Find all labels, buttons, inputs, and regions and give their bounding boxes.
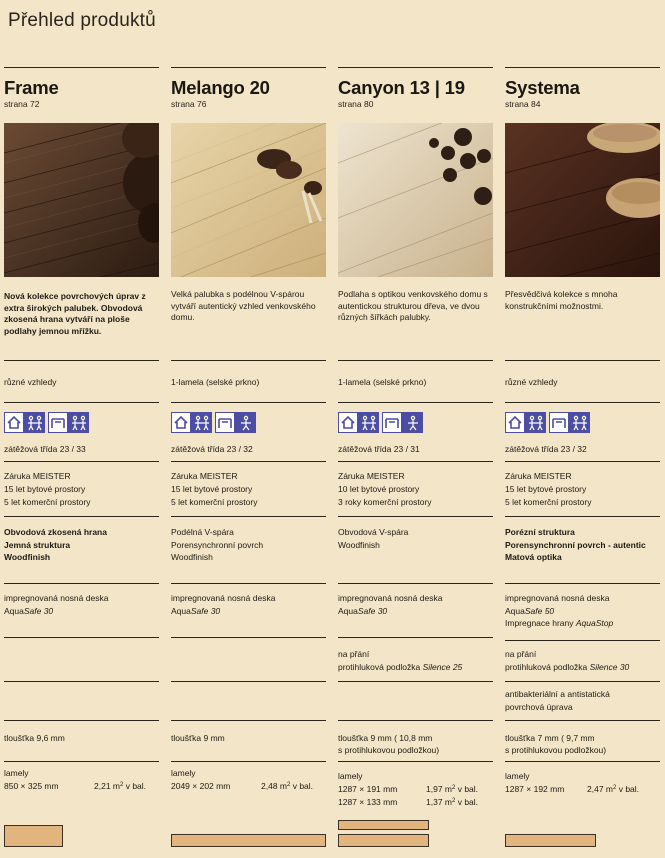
product-name: Systema [505,77,580,98]
pack-area: 2,21 $m^2$ v bal. [94,781,147,791]
guarantee: Záruka MEISTER 15 let bytové prostory 5 let komerční prostory [171,471,258,507]
style-text: 1-lamela (selské prkno) [338,377,427,387]
pack-label: lamely [505,771,530,781]
guarantee: Záruka MEISTER 15 let bytové prostory 5 let komerční prostory [505,471,592,507]
usage-icons [338,412,423,434]
house-icon [505,412,546,433]
load-class: zátěžová třída 23 / 32 [505,444,587,454]
guarantee: Záruka MEISTER 10 let bytové prostory 3 roky komerční prostory [338,471,432,507]
pack-label: lamely [171,768,196,778]
core-board: impregnovaná nosná deska AquaSafe 30 [338,593,443,616]
surface-features: Porézní struktura Porensynchronní povrch - autentic Matová optika [505,527,646,562]
surface-features: Obvodová zkosená hrana Jemná struktura Woodfinish [4,527,107,562]
usage-icons [4,412,89,434]
load-class: zátěžová třída 23 / 32 [171,444,253,454]
surface-features: Podélná V-spára Porensynchronní povrch Woodfinish [171,527,264,562]
house-icon [4,412,45,433]
product-description: Podlaha s optikou venkovského domu s autentickou strukturou dřeva, ve dvou různých šířkách palubky. [338,289,488,323]
product-column-melango-20 [171,0,326,858]
product-description: Nová kolekce povrchových úprav z extra širokých palubek. Obvodová zkosená hrana vytváří na ploše podlahy jemnou mřížku. [4,291,146,336]
product-column-frame [4,0,159,858]
plank-swatch [505,834,596,847]
optional-underlay: na přání protihluková podložka Silence 25 [338,649,463,672]
office-icon [549,412,590,433]
office-icon [48,412,89,433]
thickness: tloušťka 9 mm [171,733,225,743]
plank-swatch [171,834,326,847]
pack-label: lamely [338,771,363,781]
product-photo [338,123,493,277]
plank-swatch [338,834,429,847]
pack-size: 1287 × 191 mm [338,784,398,794]
office-icon [382,412,423,433]
page-reference[interactable]: strana 80 [338,99,374,109]
pack-area: 2,47 $m^2$ v bal. [587,784,640,794]
page-reference[interactable]: strana 84 [505,99,541,109]
product-column-systema [505,0,660,858]
page-title: Přehled produktů [8,10,156,31]
load-class: zátěžová třída 23 / 33 [4,444,86,454]
plank-swatch [338,820,429,830]
surface-features: Obvodová V-spára Woodfinish [338,527,409,550]
load-class: zátěžová třída 23 / 31 [338,444,420,454]
plank-swatch [4,825,63,847]
product-description: Přesvědčivá kolekce s mnoha konstrukčními možnostmi. [505,289,618,311]
thickness: tloušťka 9,6 mm [4,733,65,743]
pack-size: 850 × 325 mm [4,781,59,791]
house-icon [171,412,212,433]
product-column-canyon [338,0,493,858]
style-text: různé vzhledy [505,377,558,387]
pack-size: 1287 × 192 mm [505,784,565,794]
guarantee: Záruka MEISTER 15 let bytové prostory 5 let komerční prostory [4,471,91,507]
pack-area: 1,37 $m^2$ v bal. [426,797,479,807]
product-name: Frame [4,77,59,98]
optional-underlay: na přání protihluková podložka Silence 30 [505,649,630,672]
pack-size: 2049 × 202 mm [171,781,231,791]
pack-area: 1,97 $m^2$ v bal. [426,784,479,794]
product-photo [4,123,159,277]
surface-treatment: antibakteriální a antistatická povrchová úprava [505,689,610,712]
product-name: Melango 20 [171,77,270,98]
product-description: Velká palubka s podélnou V-spárou vytváří autentický vzhled venkovského domu. [171,289,316,323]
pack-label: lamely [4,768,29,778]
usage-icons [171,412,256,434]
usage-icons [505,412,590,434]
product-name: Canyon 13 | 19 [338,77,465,98]
pack-area: 2,48 $m^2$ v bal. [261,781,314,791]
core-board: impregnovaná nosná deska AquaSafe 50 Impregnace hrany AquaStop [505,593,614,628]
product-photo [505,123,660,277]
core-board: impregnovaná nosná deska AquaSafe 30 [171,593,276,616]
house-icon [338,412,379,433]
office-icon [215,412,256,433]
product-photo [171,123,326,277]
thickness: tloušťka 9 mm ( 10,8 mm s protihlukovou podložkou) [338,733,440,755]
page-reference[interactable]: strana 76 [171,99,207,109]
pack-size: 1287 × 133 mm [338,797,398,807]
style-text: různé vzhledy [4,377,57,387]
core-board: impregnovaná nosná deska AquaSafe 30 [4,593,109,616]
style-text: 1-lamela (selské prkno) [171,377,260,387]
thickness: tloušťka 7 mm ( 9,7 mm s protihlukovou podložkou) [505,733,607,755]
page-reference[interactable]: strana 72 [4,99,40,109]
